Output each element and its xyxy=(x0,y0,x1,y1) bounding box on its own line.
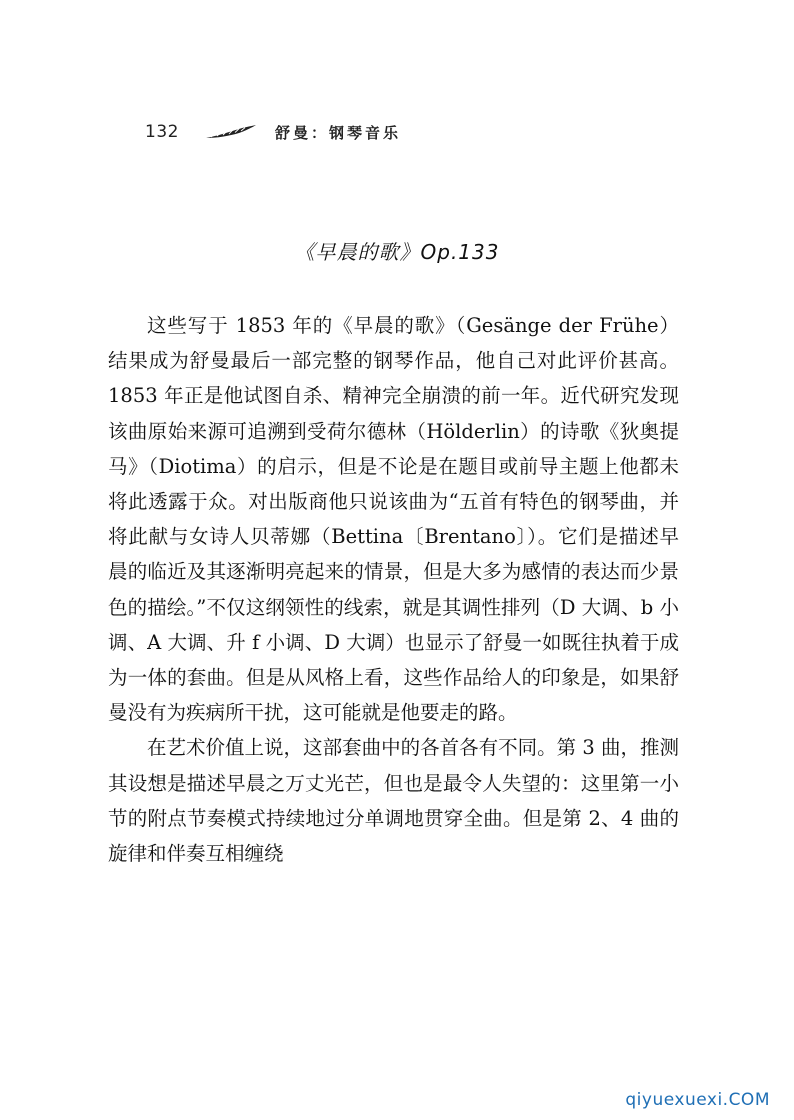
watermark: qiyuexuexi.COM xyxy=(625,1090,770,1110)
body-text xyxy=(108,308,679,871)
page-number: 132 xyxy=(145,122,179,142)
feather-quill-icon xyxy=(205,124,257,140)
paragraph: 这些写于 1853 年的《早晨的歌》（Gesänge der Frühe）结果成为舒曼最后一部完整的钢琴作品，他自己对此评价甚高。1853 年正是他试图自杀、精神完全崩溃的前一年。近代研究发现该曲原始来源可追溯到受荷尔德林（Hölderlin）的诗歌《狄奥提马》（Diotima）的启示，但是不论是在题目或前导主题上他都未将此透露于众。对出版商他只说该曲为“五首有特色的钢琴曲，并将此献与女诗人贝蒂娜（Bettina〔Brentano〕）。它们是描述早晨的临近及其逐渐明亮起来的情景，但是大多为感情的表达而少景色的描绘。”不仅这纲领性的线索，就是其调性排列（D 大调、b 小调、A 大调、升 f 小调、D 大调）也显示了舒曼一如既往执着于成为一体的套曲。但是从风格上看，这些作品给人的印象是，如果舒曼没有为疾病所干扰，这可能就是他要走的路。 xyxy=(108,314,679,725)
page-header xyxy=(145,119,401,145)
section-title: 《早晨的歌》Op.133 xyxy=(294,240,500,264)
running-head: 舒曼：钢琴音乐 xyxy=(274,123,401,142)
paragraph: 在艺术价值上说，这部套曲中的各首各有不同。第 3 曲，推测其设想是描述早晨之万丈光芒，但也是最令人失望的：这里第一小节的附点节奏模式持续地过分单调地贯穿全曲。但是第 2、4 曲的旋律和伴奏互相缠绕 xyxy=(108,736,679,866)
